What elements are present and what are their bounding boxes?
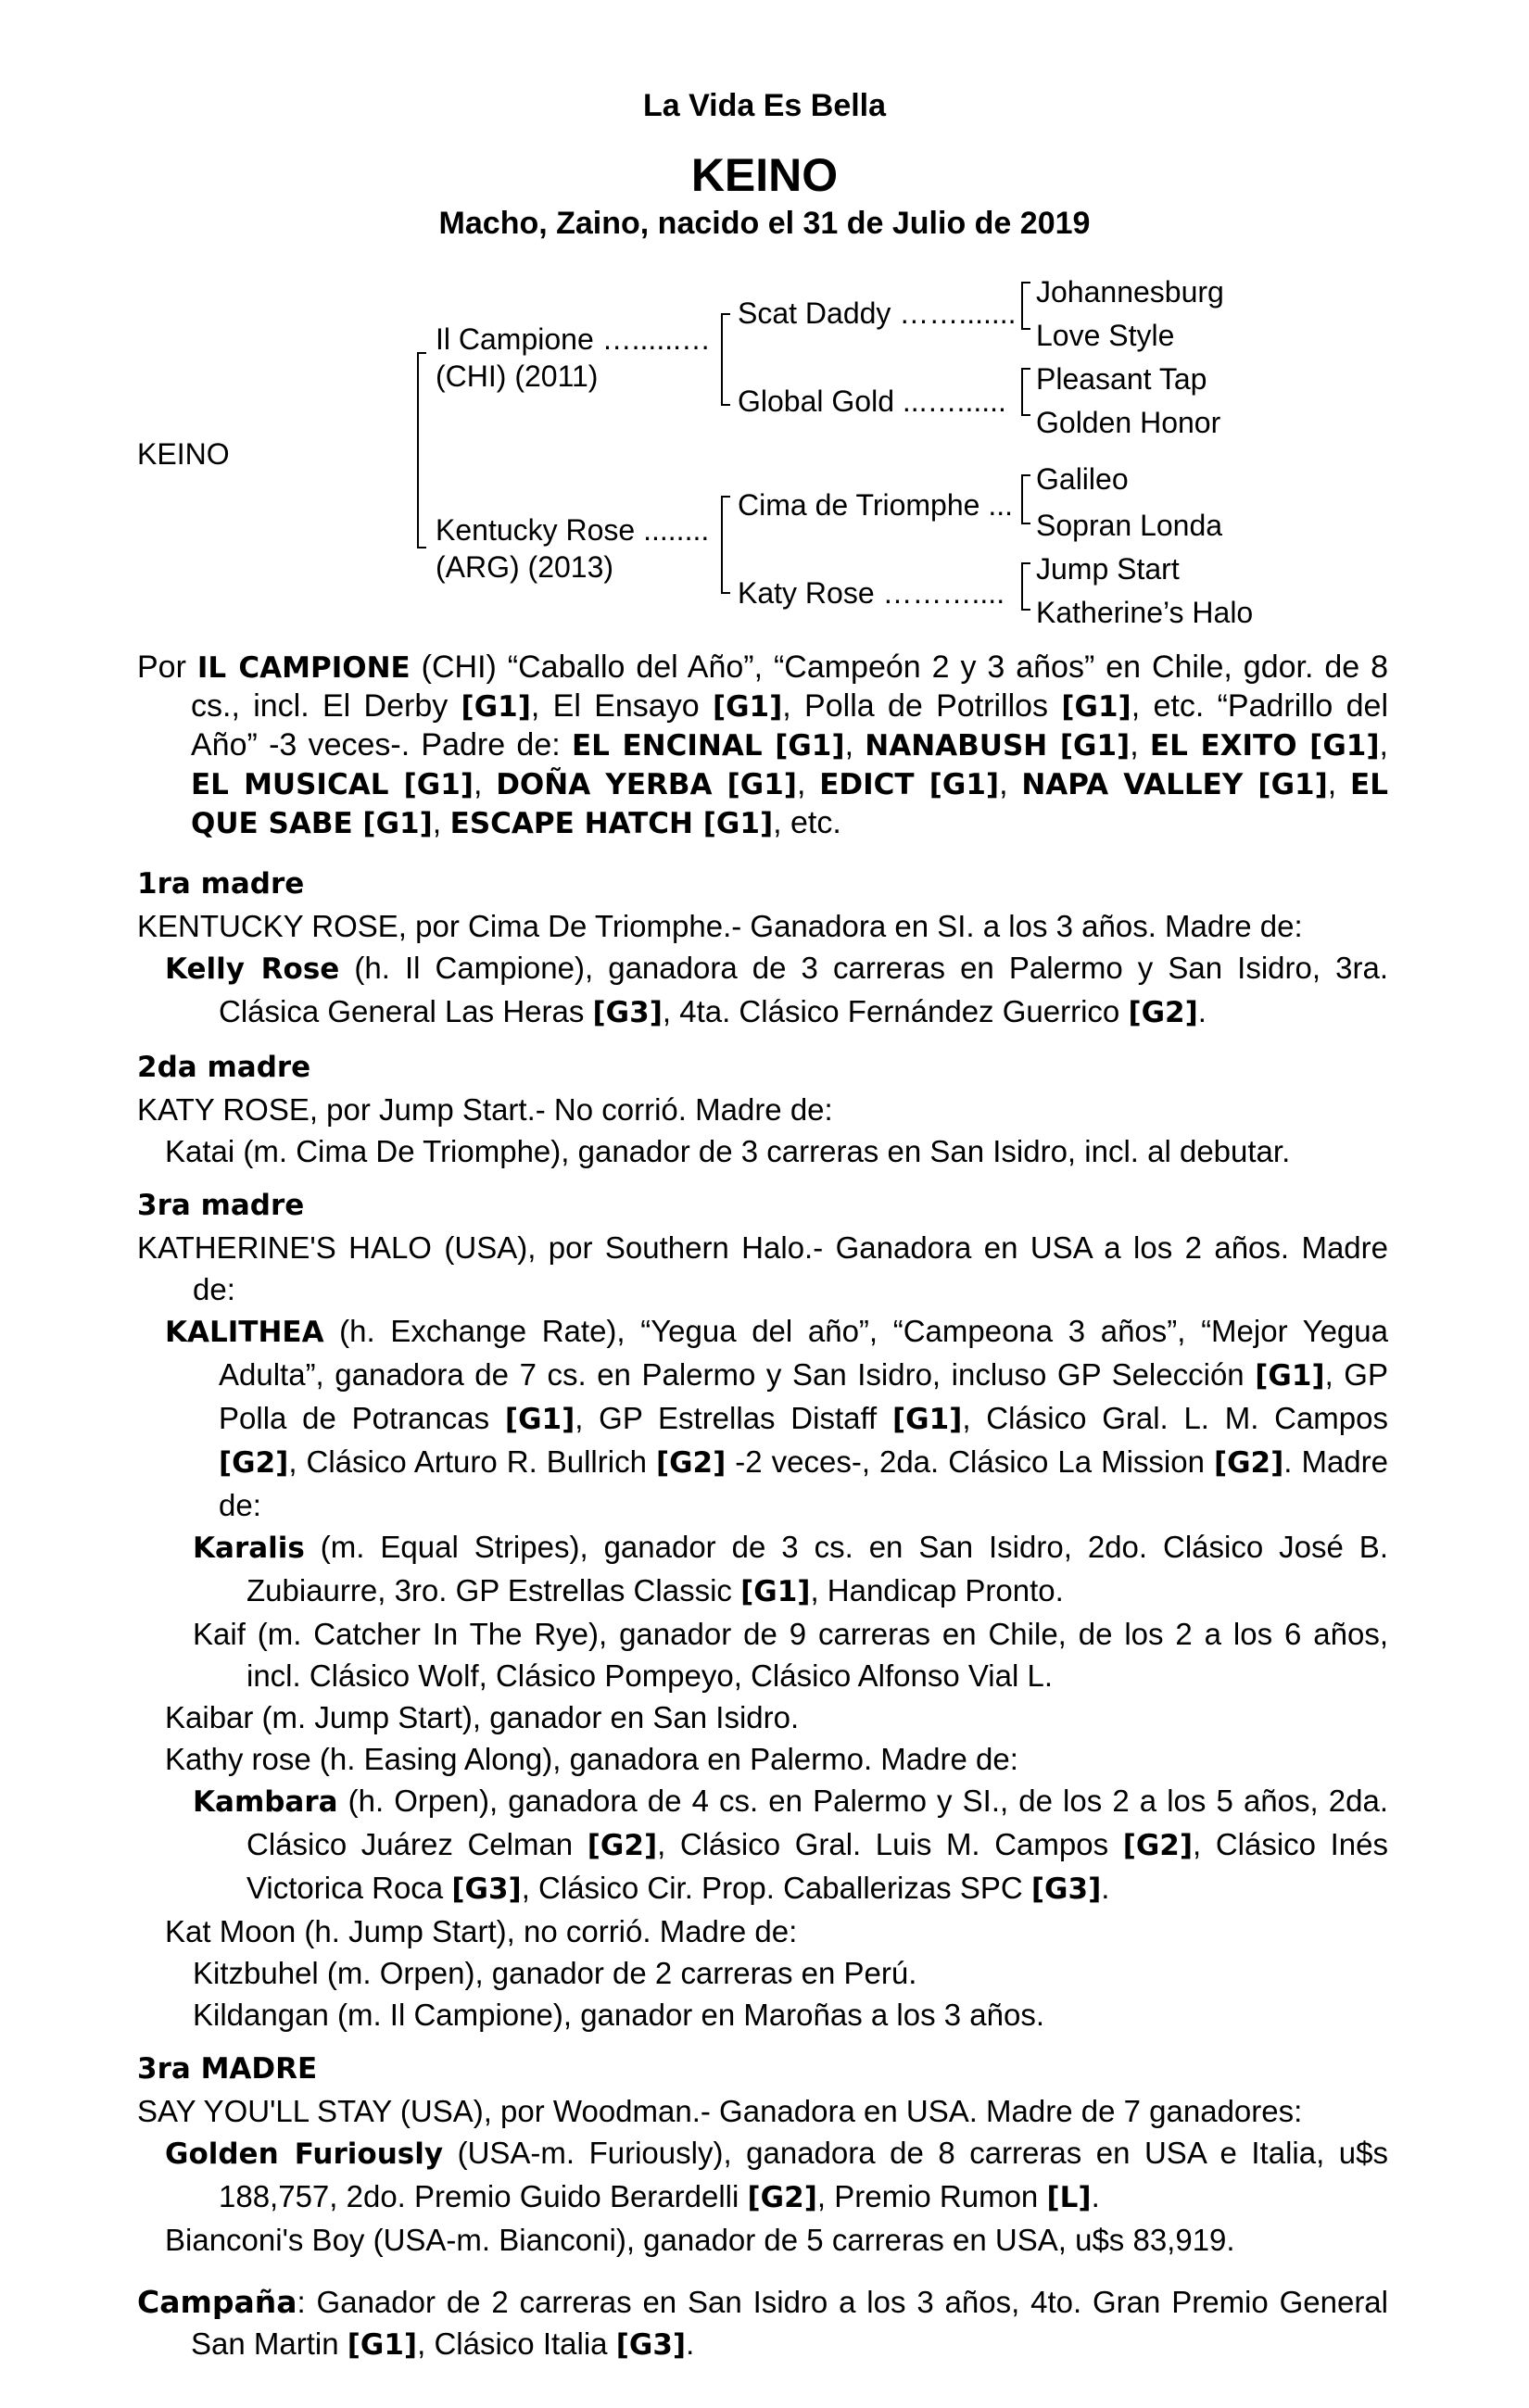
produce-entry: Bianconi's Boy (USA-m. Bianconi), ganador de 5 carreras en USA, u$s 83,919.: [165, 2223, 1235, 2257]
bracket-g3-2: [1021, 368, 1030, 416]
horse-name: KEINO: [690, 149, 839, 201]
pedigree-sire: Il Campione …......…: [436, 322, 711, 356]
pedigree-sire-dam: Global Gold ...…......: [738, 385, 1006, 418]
pedigree-subject: KEINO: [137, 437, 230, 471]
produce-entry: Kildangan (m. Il Campione), ganador en Maroñas a los 3 años.: [193, 1998, 1045, 2032]
sale-name: La Vida Es Bella: [642, 88, 887, 123]
produce-entry: Karalis (m. Equal Stripes), ganador de 3 cs. en San Isidro, 2do. Clásico José B. Zubiaurre, 3ro. GP Estrellas Classic [G1], Handicap Pronto.: [193, 1530, 1388, 1608]
bracket-g3-1: [1021, 282, 1030, 330]
section-heading: 1ra madre: [137, 867, 305, 901]
pedigree-gen3-item: Sopran Londa: [1036, 509, 1223, 542]
horse-description: Macho, Zaino, nacido el 31 de Julio de 2019: [438, 206, 1091, 241]
pedigree-dam-dam: Katy Rose ………....: [738, 576, 1005, 610]
dam-line: KATHERINE'S HALO (USA), por Southern Halo.- Ganadora en USA a los 2 años. Madre de:: [137, 1230, 1388, 1306]
produce-entry: Golden Furiously (USA-m. Furiously), ganadora de 8 carreras en USA e Italia, u$s 188,757, 2do. Premio Guido Berardelli [G2], Premio Rumon [L].: [165, 2136, 1388, 2214]
sire-paragraph: Por IL CAMPIONE (CHI) “Caballo del Año”, “Campeón 2 y 3 años” en Chile, gdor. de 8 cs., incl. El Derby [G1], El Ensayo [G1], Polla de Potrillos [G1], etc. “Padrillo del Año” -3 veces-. Padre de: EL ENCINAL [G1], NANABUSH [G1], EL EXITO [G1], EL MUSICAL [G1], DOÑA YERBA [G1], EDICT [G1], NAPA VALLEY [G1], EL QUE SABE [G1], ESCAPE HATCH [G1], etc.: [137, 649, 1389, 840]
bracket-g3-4: [1021, 562, 1030, 611]
dam-line: KENTUCKY ROSE, por Cima De Triomphe.- Ganadora en SI. a los 3 años. Madre de:: [137, 909, 1303, 943]
section-heading: 2da madre: [137, 1051, 311, 1084]
bracket-g3-3: [1021, 474, 1030, 524]
campaign-paragraph: Campaña: Ganador de 2 carreras en San Isidro a los 3 años, 4to. Gran Premio General San Martin [G1], Clásico Italia [G3].: [137, 2284, 1388, 2362]
sire-progeny-bold: ESCAPE HATCH [G1]: [449, 807, 774, 840]
pedigree-gen3-item: Pleasant Tap: [1036, 362, 1207, 396]
bracket-sire-parents: [721, 313, 730, 406]
pedigree-sire-origin: (CHI) (2011): [436, 359, 599, 393]
produce-entry: Kitzbuhel (m. Orpen), ganador de 2 carreras en Perú.: [193, 1956, 917, 1990]
dam-line: SAY YOU'LL STAY (USA), por Woodman.- Ganadora en USA. Madre de 7 ganadores:: [137, 2094, 1303, 2128]
produce-entry: Kat Moon (h. Jump Start), no corrió. Madre de:: [165, 1914, 798, 1948]
produce-entry: Kelly Rose (h. Il Campione), ganadora de 3 carreras en Palermo y San Isidro, 3ra. Clásica General Las Heras [G3], 4ta. Clásico Fernández Guerrico [G2].: [165, 951, 1388, 1029]
pedigree-dam-sire: Cima de Triomphe ...: [738, 488, 1013, 522]
produce-entry: Kaif (m. Catcher In The Rye), ganador de 9 carreras en Chile, de los 2 a los 6 años, incl. Clásico Wolf, Clásico Pompeyo, Clásico Alfonso Vial L.: [193, 1617, 1388, 1693]
produce-entry: Kathy rose (h. Easing Along), ganadora en Palermo. Madre de:: [165, 1742, 1018, 1776]
section-heading: 3ra MADRE: [137, 2052, 318, 2086]
bracket-parents: [417, 352, 426, 548]
produce-entry: KALITHEA (h. Exchange Rate), “Yegua del año”, “Campeona 3 años”, “Mejor Yegua Adulta”, ganadora de 7 cs. en Palermo y San Isidro, incluso GP Selección [G1], GP Polla de Potrancas [G1], GP Estrellas Distaff [G1], Clásico Gral. L. M. Campos [G2], Clásico Arturo R. Bullrich [G2] -2 veces-, 2da. Clásico La Mission [G2]. Madre de:: [165, 1314, 1388, 1522]
pedigree-dam-origin: (ARG) (2013): [436, 550, 614, 584]
pedigree-gen3-item: Johannesburg: [1036, 275, 1224, 309]
catalog-text: [137, 649, 1388, 2366]
pedigree-gen3-item: Jump Start: [1036, 552, 1180, 586]
pedigree-gen3-item: Galileo: [1036, 462, 1129, 496]
pedigree-gen3-item: Love Style: [1036, 319, 1175, 352]
pedigree-gen3-item: Katherine’s Halo: [1036, 596, 1254, 629]
produce-entry: Katai (m. Cima De Triomphe), ganador de 3 carreras en San Isidro, incl. al debutar.: [165, 1134, 1291, 1168]
produce-entry: Kaibar (m. Jump Start), ganador en San Isidro.: [165, 1700, 800, 1734]
pedigree-gen3-item: Golden Honor: [1036, 406, 1221, 439]
dam-line: KATY ROSE, por Jump Start.- No corrió. Madre de:: [137, 1092, 833, 1127]
produce-entry: Kambara (h. Orpen), ganadora de 4 cs. en Palermo y SI., de los 2 a los 5 años, 2da. Clásico Juárez Celman [G2], Clásico Gral. Luis M. Campos [G2], Clásico Inés Victorica Roca [G3], Clásico Cir. Prop. Caballerizas SPC [G3].: [193, 1784, 1388, 1906]
section-heading: 3ra madre: [137, 1189, 305, 1222]
pedigree-sire-sire: Scat Daddy …….......: [738, 296, 1017, 330]
bracket-dam-parents: [721, 496, 730, 594]
pedigree-dam: Kentucky Rose ........: [436, 513, 710, 547]
